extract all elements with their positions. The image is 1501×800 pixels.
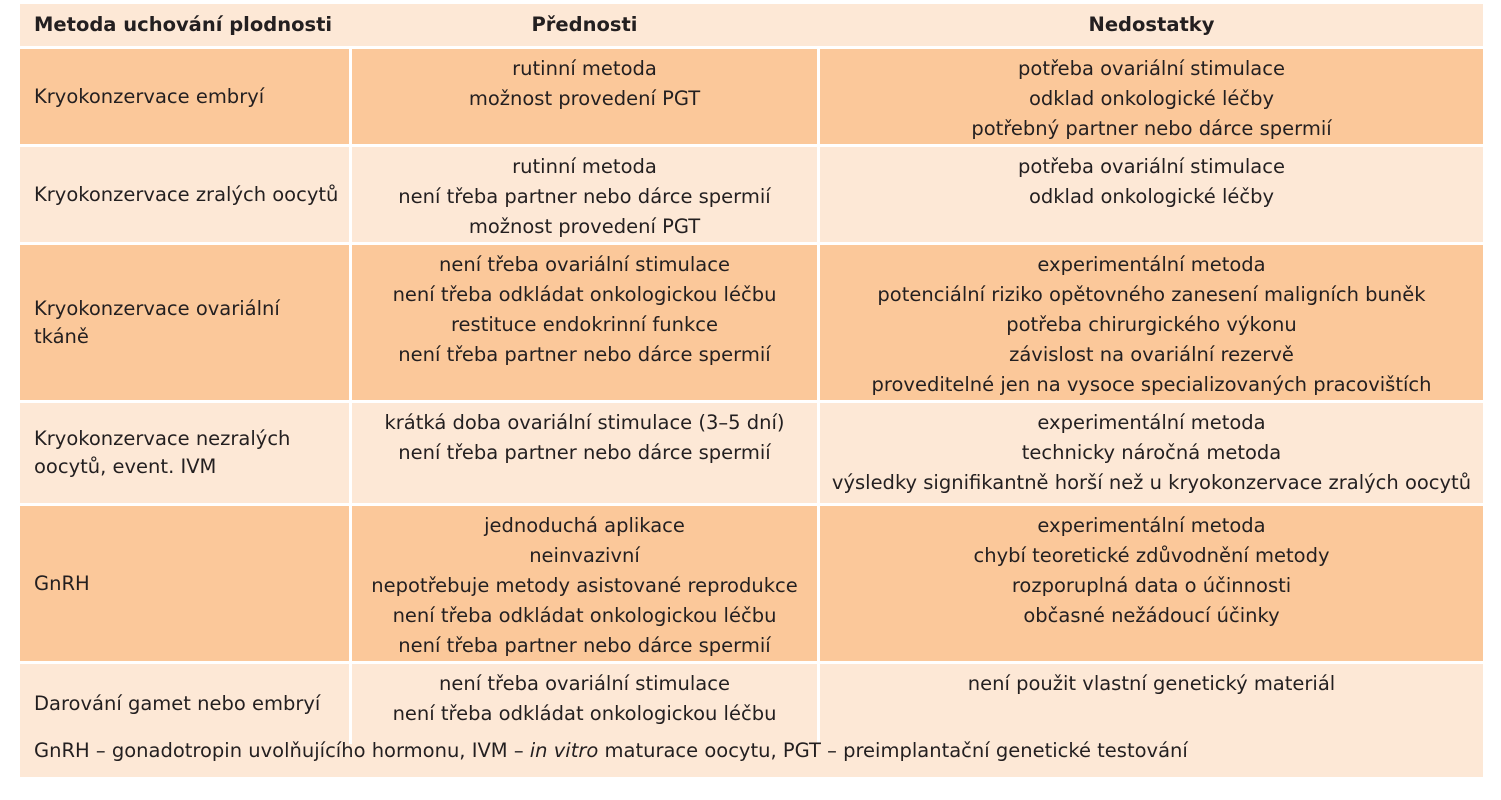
disadvantages-cell: [820, 400, 1483, 503]
advantage-item: není třeba partner nebo dárce spermií: [398, 343, 771, 366]
advantage-item: rutinní metoda: [512, 57, 657, 80]
table-row: [20, 242, 1483, 400]
advantages-cell: [349, 144, 820, 242]
disadvantage-item: chybí teoretické zdůvodnění metody: [973, 544, 1330, 567]
advantage-item: neinvazivní: [529, 544, 640, 567]
footnote-part2: maturace oocytu, PGT – preimplantační genetické testování: [598, 739, 1188, 762]
advantage-item: není třeba partner nebo dárce spermií: [398, 185, 771, 208]
disadvantage-item: výsledky signifikantně horší než u kryokonzervace zralých oocytů: [831, 471, 1472, 494]
disadvantages-cell: [820, 144, 1483, 242]
method-cell: GnRH: [20, 503, 349, 661]
disadvantage-item: občasné nežádoucí účinky: [1023, 604, 1280, 627]
footnote-italic: in vitro: [529, 739, 599, 762]
advantages-cell: [349, 46, 820, 144]
advantage-item: možnost provedení PGT: [468, 215, 701, 238]
disadvantage-item: není použit vlastní genetický materiál: [967, 672, 1336, 695]
table-row: [20, 46, 1483, 144]
disadvantage-item: potřebný partner nebo dárce spermií: [971, 117, 1332, 140]
disadvantage-item: potřeba ovariální stimulace: [1018, 57, 1285, 80]
table-panel: [20, 4, 1483, 777]
disadvantage-item: proveditelné jen na vysoce specializovaných pracovištích: [871, 373, 1432, 396]
disadvantage-item: experimentální metoda: [1037, 514, 1266, 537]
disadvantage-item: potenciální riziko opětovného zanesení maligních buněk: [877, 283, 1426, 306]
disadvantage-item: potřeba chirurgického výkonu: [1006, 313, 1297, 336]
advantages-cell: [349, 400, 820, 503]
disadvantage-item: odklad onkologické léčby: [1028, 87, 1275, 110]
disadvantage-item: experimentální metoda: [1037, 253, 1266, 276]
advantage-item: krátká doba ovariální stimulace (3–5 dní): [384, 411, 785, 434]
method-cell: Kryokonzervace embryí: [20, 46, 349, 144]
header-method: Metoda uchování plodnosti: [20, 4, 349, 46]
header-disadvantages: Nedostatky: [820, 4, 1483, 46]
advantage-item: není třeba ovariální stimulace: [439, 253, 730, 276]
footnote-part1: GnRH – gonadotropin uvolňujícího hormonu, IVM –: [34, 739, 530, 762]
advantage-item: není třeba odkládat onkologickou léčbu: [392, 283, 777, 306]
method-cell: Darování gamet nebo embryí: [20, 661, 349, 744]
advantage-item: není třeba odkládat onkologickou léčbu: [392, 604, 777, 627]
disadvantage-item: technicky náročná metoda: [1021, 441, 1282, 464]
advantages-cell: [349, 242, 820, 400]
advantage-item: restituce endokrinní funkce: [450, 313, 719, 336]
advantages-cell: [349, 661, 820, 744]
disadvantages-cell: [820, 242, 1483, 400]
disadvantage-item: rozporuplná data o účinnosti: [1011, 574, 1292, 597]
advantages-cell: [349, 503, 820, 661]
header-advantages: Přednosti: [349, 4, 820, 46]
table-row: [20, 503, 1483, 661]
advantage-item: není třeba ovariální stimulace: [439, 672, 730, 695]
table-row: [20, 661, 1483, 744]
disadvantages-cell: [820, 503, 1483, 661]
disadvantages-cell: [820, 46, 1483, 144]
disadvantage-item: potřeba ovariální stimulace: [1018, 155, 1285, 178]
disadvantage-item: experimentální metoda: [1037, 411, 1266, 434]
disadvantage-item: odklad onkologické léčby: [1028, 185, 1275, 208]
table-row: [20, 144, 1483, 242]
method-cell: Kryokonzervace nezralých oocytů, event. IVM: [20, 400, 349, 503]
table-footnote: [34, 739, 1188, 762]
disadvantage-item: závislost na ovariální rezervě: [1009, 343, 1294, 366]
advantage-item: nepotřebuje metody asistované reprodukce: [371, 574, 798, 597]
advantage-item: není třeba partner nebo dárce spermií: [398, 634, 771, 657]
advantage-item: možnost provedení PGT: [468, 87, 701, 110]
disadvantages-cell: [820, 661, 1483, 744]
method-cell: Kryokonzervace ovariální tkáně: [20, 242, 349, 400]
advantage-item: není třeba partner nebo dárce spermií: [398, 441, 771, 464]
advantage-item: rutinní metoda: [512, 155, 657, 178]
header-row: [20, 4, 1483, 46]
method-cell: Kryokonzervace zralých oocytů: [20, 144, 349, 242]
advantage-item: není třeba odkládat onkologickou léčbu: [392, 702, 777, 725]
advantage-item: jednoduchá aplikace: [484, 514, 685, 537]
fertility-preservation-table: [20, 4, 1483, 744]
table-row: [20, 400, 1483, 503]
